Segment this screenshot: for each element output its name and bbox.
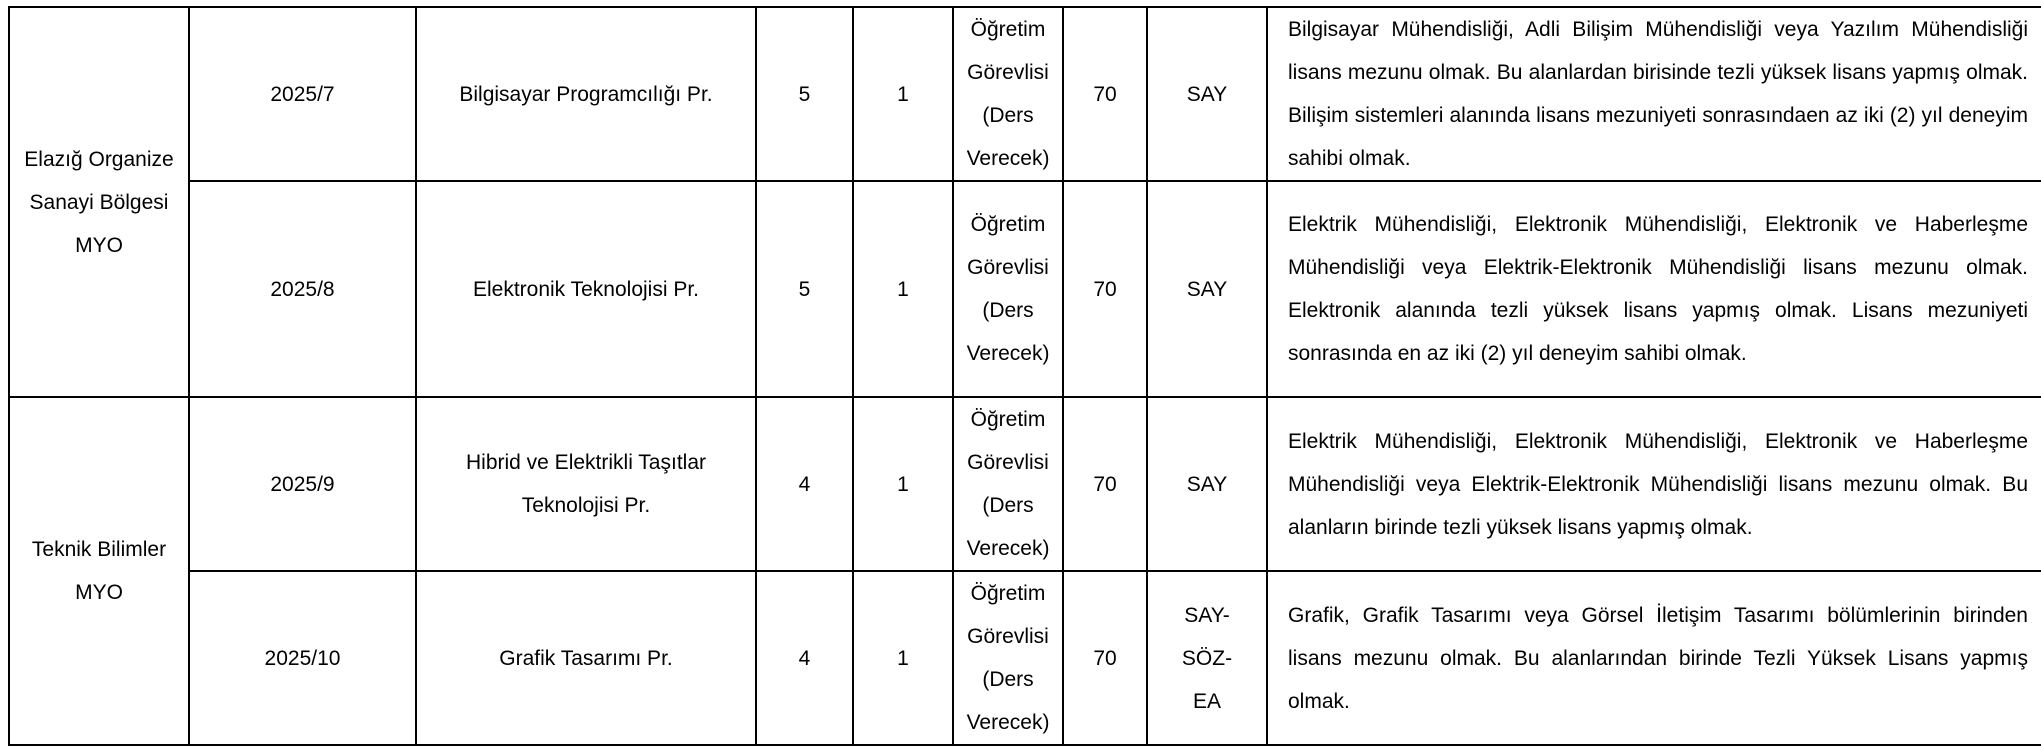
program-cell: Elektronik Teknolojisi Pr.	[416, 181, 756, 397]
score-cell: 70	[1063, 7, 1147, 181]
table-row	[9, 571, 2041, 745]
requirement-cell: Grafik, Grafik Tasarımı veya Görsel İletişim Tasarımı bölümlerinin birinden lisans mezunu olmak. Bu alanlarından birinde Tezli Yüksek Lisans yapmış olmak.	[1267, 571, 2041, 745]
count-cell: 1	[853, 7, 953, 181]
count-cell: 1	[853, 571, 953, 745]
exam-type-cell: SAY	[1147, 181, 1267, 397]
ales-cell: 5	[756, 7, 853, 181]
requirement-cell: Bilgisayar Mühendisliği, Adli Bilişim Mühendisliği veya Yazılım Mühendisliği lisans mezunu olmak. Bu alanlardan birisinde tezli yüksek lisans yapmış olmak. Bilişim sistemleri alanında lisans mezuniyeti sonrasındaen az iki (2) yıl deneyim sahibi olmak.	[1267, 7, 2041, 181]
table-row	[9, 181, 2041, 397]
ales-cell: 5	[756, 181, 853, 397]
unit-cell: Teknik Bilimler MYO	[9, 397, 189, 745]
table-row	[9, 7, 2041, 181]
program-cell: Grafik Tasarımı Pr.	[416, 571, 756, 745]
requirement-cell: Elektrik Mühendisliği, Elektronik Mühendisliği, Elektronik ve Haberleşme Mühendisliği veya Elektrik-Elektronik Mühendisliği lisans mezunu olmak. Bu alanların birinde tezli yüksek lisans yapmış olmak.	[1267, 397, 2041, 571]
code-cell: 2025/8	[189, 181, 416, 397]
score-cell: 70	[1063, 181, 1147, 397]
code-cell: 2025/10	[189, 571, 416, 745]
table-row	[9, 397, 2041, 571]
exam-type-cell: SAY	[1147, 7, 1267, 181]
title-cell: Öğretim Görevlisi (Ders Verecek)	[953, 7, 1063, 181]
score-cell: 70	[1063, 397, 1147, 571]
program-cell: Hibrid ve Elektrikli Taşıtlar Teknolojisi Pr.	[416, 397, 756, 571]
title-cell: Öğretim Görevlisi (Ders Verecek)	[953, 181, 1063, 397]
title-cell: Öğretim Görevlisi (Ders Verecek)	[953, 571, 1063, 745]
count-cell: 1	[853, 181, 953, 397]
unit-cell: Elazığ Organize Sanayi Bölgesi MYO	[9, 7, 189, 397]
code-cell: 2025/7	[189, 7, 416, 181]
ales-cell: 4	[756, 571, 853, 745]
exam-type-cell: SAY	[1147, 397, 1267, 571]
positions-table	[8, 6, 2041, 746]
requirement-cell: Elektrik Mühendisliği, Elektronik Mühendisliği, Elektronik ve Haberleşme Mühendisliği veya Elektrik-Elektronik Mühendisliği lisans mezunu olmak. Elektronik alanında tezli yüksek lisans yapmış olmak. Lisans mezuniyeti sonrasında en az iki (2) yıl deneyim sahibi olmak.	[1267, 181, 2041, 397]
code-cell: 2025/9	[189, 397, 416, 571]
program-cell: Bilgisayar Programcılığı Pr.	[416, 7, 756, 181]
title-cell: Öğretim Görevlisi (Ders Verecek)	[953, 397, 1063, 571]
count-cell: 1	[853, 397, 953, 571]
score-cell: 70	[1063, 571, 1147, 745]
ales-cell: 4	[756, 397, 853, 571]
exam-type-cell: SAY-SÖZ-EA	[1147, 571, 1267, 745]
